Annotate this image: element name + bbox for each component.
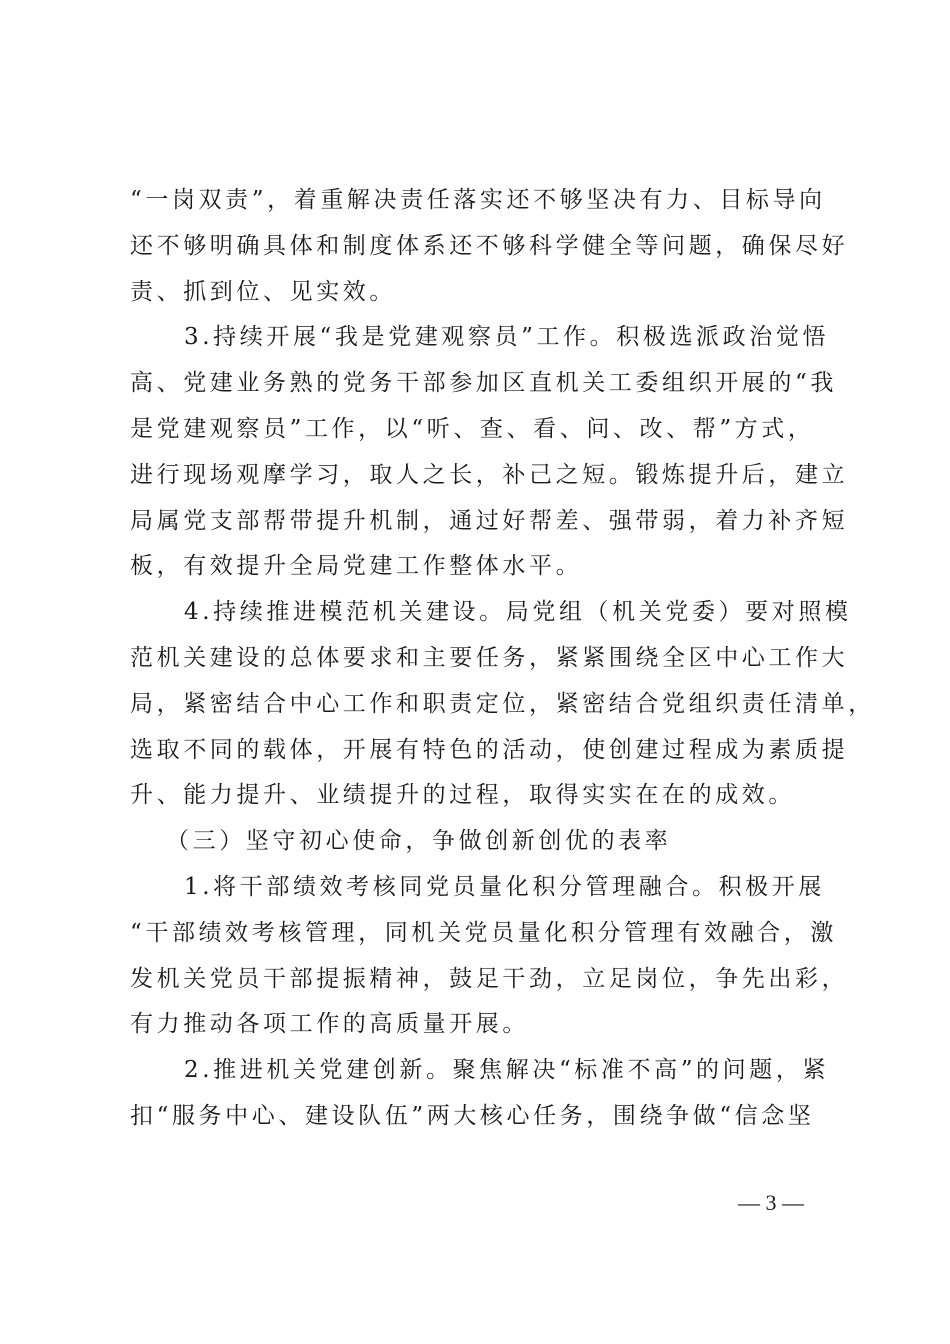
section-heading <box>130 819 830 865</box>
paragraph-2 <box>130 315 849 590</box>
text-line: 范机关建设的总体要求和主要任务，紧紧围绕全区中心工作大 <box>130 644 849 671</box>
text-line: 选取不同的载体，开展有特色的活动，使创建过程成为素质提 <box>130 736 849 763</box>
text-line: 高、党建业务熟的党务干部参加区直机关工委组织开展的“我 <box>130 370 837 397</box>
heading-line: （三）坚守初心使命，争做创新创优的表率 <box>166 828 672 855</box>
text-line: 是党建观察员”工作，以“听、查、看、问、改、帮”方式， <box>130 415 815 442</box>
text-line: 有力推动各项工作的高质量开展。 <box>130 1011 529 1038</box>
paragraph-5 <box>130 865 849 1048</box>
text-line: 还不够明确具体和制度体系还不够科学健全等问题，确保尽好 <box>130 232 849 259</box>
text-line: “一岗双责”，着重解决责任落实还不够坚决有力、目标导向 <box>130 187 826 213</box>
paragraph-3 <box>130 590 875 819</box>
body-text <box>130 178 875 1140</box>
page-number: — 3 — <box>738 1190 804 1215</box>
text-line: 发机关党员干部提振精神，鼓足干劲，立足岗位，争先出彩， <box>130 965 849 992</box>
text-line: 1.将干部绩效考核同党员量化积分管理融合。积极开展 <box>184 873 825 900</box>
text-line: 2.推进机关党建创新。聚焦解决“标准不高”的问题，紧 <box>184 1057 830 1084</box>
text-line: 进行现场观摩学习，取人之长，补己之短。锻炼提升后，建立 <box>130 461 849 488</box>
text-line: 4.持续推进模范机关建设。局党组（机关党委）要对照模 <box>184 599 852 626</box>
text-line: 局，紧密结合中心工作和职责定位，紧密结合党组织责任清单， <box>130 690 875 717</box>
text-line: 升、能力提升、业绩提升的过程，取得实实在在的成效。 <box>130 782 795 809</box>
text-line: 责、抓到位、见实效。 <box>130 278 396 305</box>
paragraph-6 <box>130 1048 830 1140</box>
paragraph-1 <box>130 178 849 315</box>
text-line: “干部绩效考核管理，同机关党员量化积分管理有效融合，激 <box>130 919 837 946</box>
text-line: 局属党支部帮带提升机制，通过好帮差、强带弱，着力补齐短 <box>130 507 849 534</box>
text-line: 3.持续开展“我是党建观察员”工作。积极选派政治觉悟 <box>184 324 830 351</box>
text-line: 板，有效提升全局党建工作整体水平。 <box>130 553 583 580</box>
text-line: 扣“服务中心、建设队伍”两大核心任务，围绕争做“信念坚 <box>130 1102 815 1129</box>
